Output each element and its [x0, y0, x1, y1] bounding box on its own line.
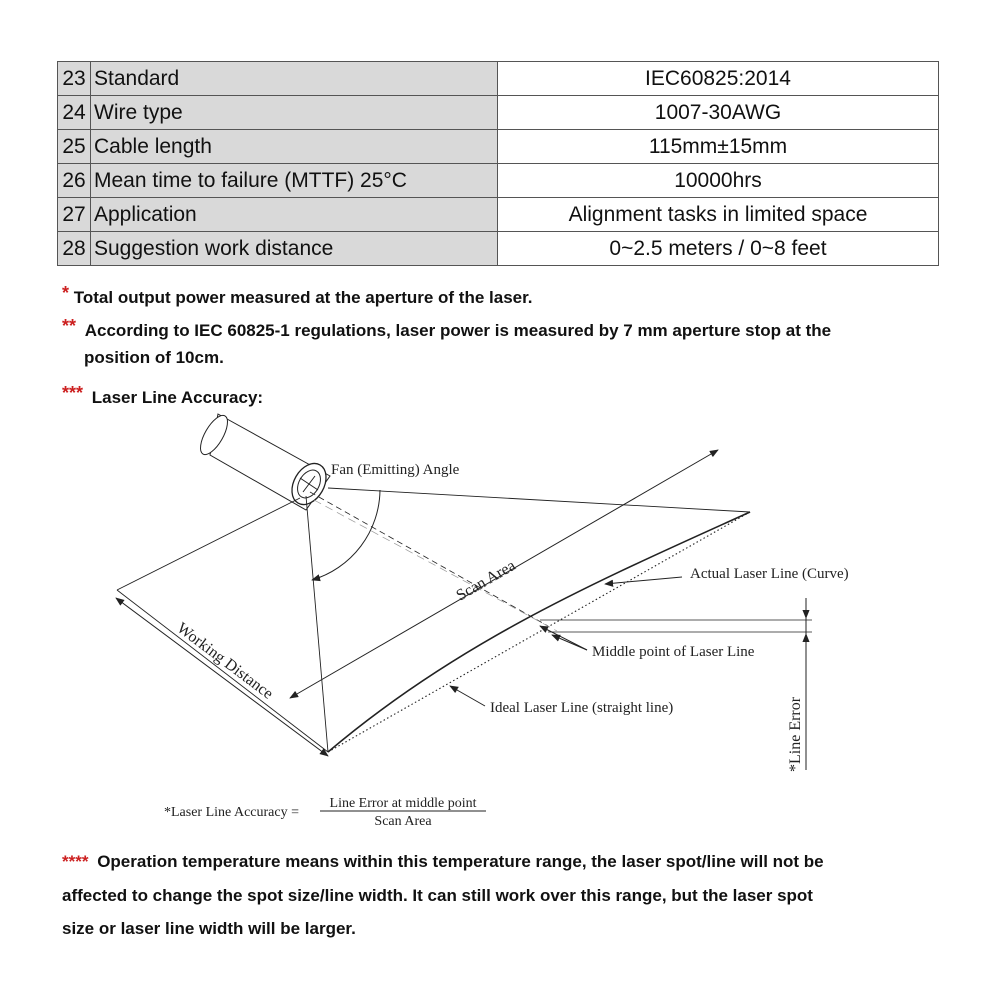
note-iec-regulation-cont: [84, 347, 224, 369]
note-text: affected to change the spot size/line width. It can still work over this range, but the laser spot: [62, 886, 813, 905]
actual-line-label: Actual Laser Line (Curve): [690, 566, 849, 582]
row-number: 26: [58, 164, 91, 198]
row-value: 10000hrs: [498, 164, 939, 198]
row-value: 115mm±15mm: [498, 130, 939, 164]
fan-angle-label: Fan (Emitting) Angle: [331, 462, 460, 478]
laser-line-accuracy-diagram: [0, 400, 1000, 840]
formula-numerator: Line Error at middle point: [329, 796, 477, 811]
scan-area-label: Scan Area: [453, 557, 519, 605]
table-row: [58, 62, 939, 96]
middle-point-label: Middle point of Laser Line: [592, 644, 755, 660]
note-marker: **: [62, 316, 77, 336]
formula-denominator: Scan Area: [374, 814, 432, 829]
note-text: Laser Line Accuracy:: [91, 388, 264, 407]
table-row: [58, 198, 939, 232]
row-label: Mean time to failure (MTTF) 25°C: [91, 164, 498, 198]
row-number: 28: [58, 232, 91, 266]
laser-module: [195, 411, 333, 510]
row-label: Cable length: [91, 130, 498, 164]
note-iec-regulation: [62, 315, 831, 342]
note-operation-temperature-cont1: [62, 885, 813, 907]
note-text: size or laser line width will be larger.: [62, 919, 356, 938]
note-text: Operation temperature means within this temperature range, the laser spot/line will not be: [97, 852, 824, 871]
note-marker: *: [62, 283, 70, 303]
row-value: Alignment tasks in limited space: [498, 198, 939, 232]
table-row: [58, 96, 939, 130]
row-label: Standard: [91, 62, 498, 96]
laser-geometry: [116, 450, 812, 770]
row-label: Application: [91, 198, 498, 232]
ideal-line-label: Ideal Laser Line (straight line): [490, 700, 674, 716]
table-row: [58, 130, 939, 164]
spec-table: [57, 61, 939, 266]
formula-prefix: *Laser Line Accuracy =: [164, 805, 299, 820]
note-operation-temperature-cont2: [62, 918, 356, 940]
row-value: 0~2.5 meters / 0~8 feet: [498, 232, 939, 266]
row-value: 1007-30AWG: [498, 96, 939, 130]
accuracy-formula: [164, 796, 486, 829]
note-text: According to IEC 60825-1 regulations, laser power is measured by 7 mm aperture stop at the: [84, 321, 832, 340]
row-label: Wire type: [91, 96, 498, 130]
row-number: 25: [58, 130, 91, 164]
note-text: Total output power measured at the aperture of the laser.: [73, 288, 533, 307]
row-label: Suggestion work distance: [91, 232, 498, 266]
row-value: IEC60825:2014: [498, 62, 939, 96]
row-number: 24: [58, 96, 91, 130]
row-number: 23: [58, 62, 91, 96]
table-row: [58, 232, 939, 266]
note-marker: ****: [62, 852, 89, 871]
working-distance-label: Working Distance: [173, 619, 277, 703]
row-number: 27: [58, 198, 91, 232]
note-total-output-power: [62, 282, 533, 309]
note-marker: ***: [62, 383, 84, 403]
note-operation-temperature: [62, 851, 824, 873]
line-error-label: *Line Error: [787, 696, 804, 772]
table-row: [58, 164, 939, 198]
note-text: position of 10cm.: [84, 348, 224, 367]
